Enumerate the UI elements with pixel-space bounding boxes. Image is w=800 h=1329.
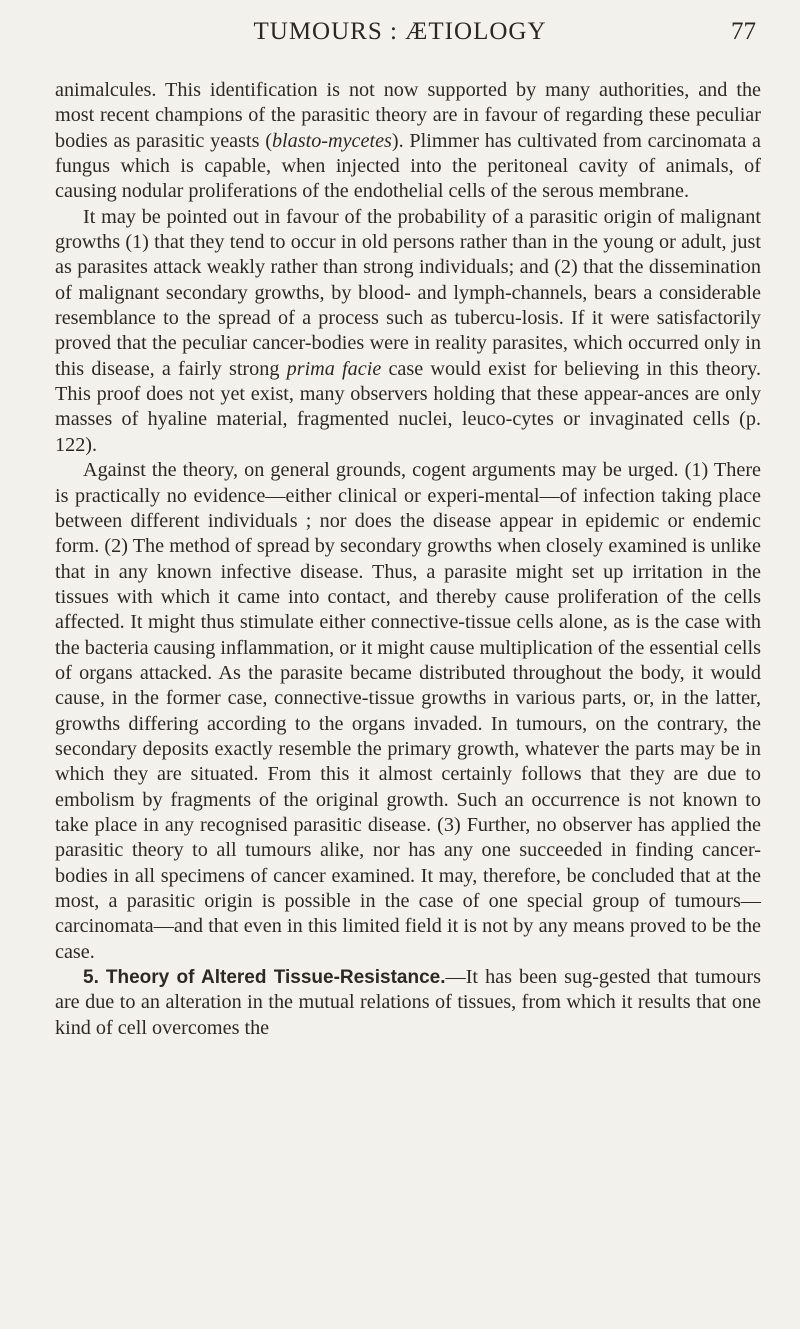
text-segment: —It has been sug-gested that tumours are due to an alteration in the mutual relations of tissues, from which it results that one kind of cell overcomes the: [55, 966, 761, 1039]
paragraph-animalcules: [55, 78, 761, 205]
text-segment: It may be pointed out in favour of the probability of a parasitic origin of malignant growths (1) that they tend to occur in old persons rather than in the young or adult, just as parasites attack weakly rather than strong individuals; and (2) that the dissemination of malignant secondary growths, by blood- and lymph-channels, bears a considerable resemblance to the spread of a process such as tubercu-losis. If it were satisfactorily proved that the peculiar cancer-bodies were in reality parasites, which occurred only in this disease, a fairly strong: [55, 205, 761, 380]
section-number: 5.: [83, 967, 99, 989]
paragraph-against-theory: Against the theory, on general grounds, cogent arguments may be urged. (1) There is practically no evidence—either clinical or experi-mental—of infection taking place between different individuals ; nor does the disease appear in epidemic or endemic form. (2) The method of spread by secondary growths when closely examined is unlike that in any known infective disease. Thus, a parasite might set up irritation in the tissues with which it came into contact, and thereby cause proliferation of the cells affected. It might thus stimulate either connective-tissue cells alone, as is the case with the bacteria causing inflammation, or it might cause multiplication of the essential cells of organs attacked. As the parasite became distributed throughout the body, it would cause, in the former case, connective-tissue growths in various parts, or, in the latter, growths differing according to the organs invaded. In tumours, on the contrary, the secondary deposits exactly resemble the primary growth, whatever the parts may be in which they are situated. From this it almost certainly follows that they are due to embolism by fragments of the original growth. Such an occurrence is not known to take place in any recognised parasitic disease. (3) Further, no observer has applied the parasitic theory to all tumours alike, nor has any one succeeded in finding cancer-bodies in all specimens of cancer examined. It may, therefore, be concluded that at the most, a parasitic origin is possible in the case of one special group of tumours—carcinomata—and that even in this limited field it is not by any means proved to be the case.: [55, 459, 761, 963]
page-header: [0, 8, 800, 48]
paragraph-section-5: [55, 965, 761, 1041]
running-title: TUMOURS : ÆTIOLOGY: [253, 18, 547, 45]
italic-term: blasto-mycetes: [271, 129, 392, 152]
section-title: Theory of Altered Tissue-Resistance.: [105, 967, 446, 989]
text-segment: ). Plimmer has cultivated from carcinomata a fungus which is capable, when injected into the peritoneal cavity of animals, of causing nodular proliferations of the endothelial cells of the serous membrane.: [55, 129, 761, 203]
italic-term: prima facie: [286, 357, 382, 380]
body-text: [55, 78, 761, 1041]
paragraph-parasitic-origin: [55, 205, 761, 458]
page-number: 77: [731, 18, 756, 45]
text-segment: animalcules. This identification is not now supported by many authorities, and the most recent champions of the parasitic theory are in favour of regarding these peculiar bodies as parasitic yeasts (: [55, 79, 761, 152]
text-segment: case would exist for believing in this theory. This proof does not yet exist, many observers holding that these appear-ances are only masses of hyaline material, fragmented nuclei, leuco-cytes or invaginated cells (p. 122).: [55, 357, 761, 456]
